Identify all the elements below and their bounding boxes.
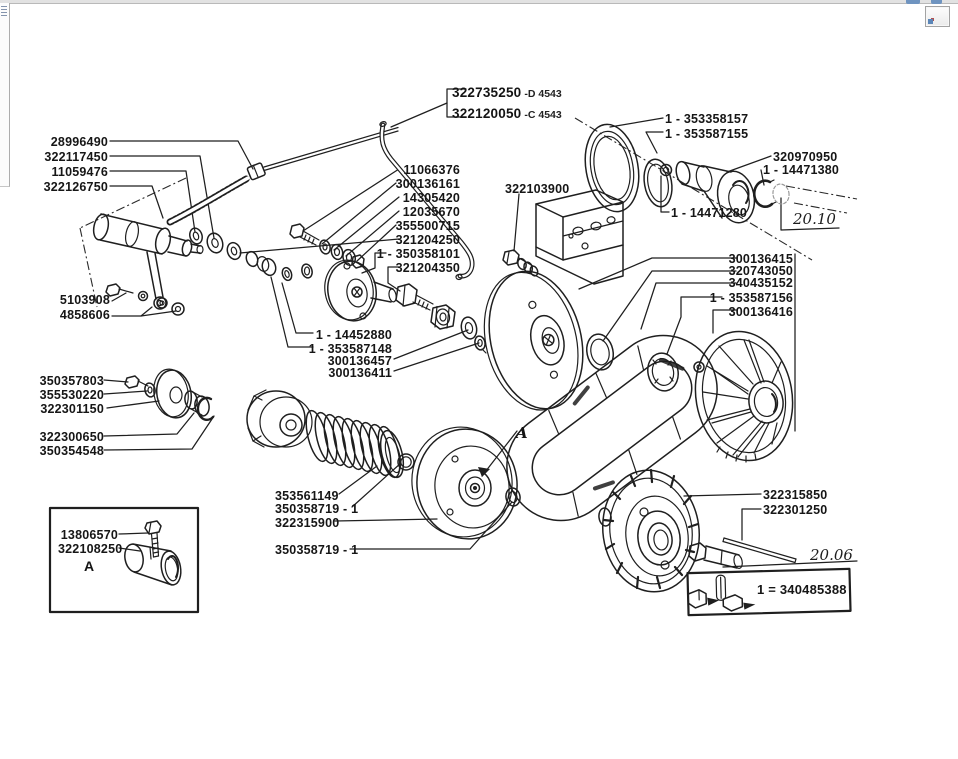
fan-pulley (685, 324, 802, 469)
part-number-label: 350358719 - 1 (275, 543, 359, 557)
part-number-label: 322120050 (452, 106, 522, 121)
toolbar-bottom-edge (0, 0, 958, 4)
part-number-label: 322126750 (43, 180, 108, 194)
part-number-label: 300136415 (728, 252, 793, 266)
placeholder-corner-glyph (928, 19, 933, 24)
part-number-label: 1 - 353587156 (709, 291, 793, 305)
bearing-ring (644, 350, 681, 393)
part-number-label: 13806570 (60, 528, 118, 542)
part-number-label: 14305420 (402, 191, 460, 205)
part-number-label: 355530220 (39, 388, 104, 402)
toolbar-icon-fragment (931, 0, 942, 4)
part-number-label: 300136416 (728, 305, 793, 319)
small-parts-left (125, 366, 213, 420)
spring-guide-cup (247, 390, 312, 447)
lever-small-parts (106, 284, 184, 315)
inset-letter: A (84, 558, 95, 574)
variant-suffix: -D 4543 (524, 88, 562, 100)
part-number-label: 1 - 350358101 (376, 247, 460, 261)
part-number-label: 322108250 (58, 542, 123, 556)
page-reference: 20.10 (793, 210, 836, 228)
leader-lines (104, 89, 857, 567)
part-number-label: 5103908 (59, 293, 110, 307)
part-number-label: 322300650 (39, 430, 104, 444)
part-number-label: 321204350 (395, 261, 460, 275)
part-number-label: 320970950 (773, 150, 838, 164)
variant-row (452, 84, 562, 102)
part-number-label: 322735250 (452, 85, 522, 100)
part-number-label: 322315850 (763, 488, 828, 502)
part-number-label: 322117450 (44, 150, 108, 164)
part-number-label: 350357803 (39, 374, 104, 388)
part-number-label: 1 - 353358157 (665, 112, 749, 126)
part-number-label: 321204250 (395, 233, 460, 247)
part-number-label: 1 - 14471280 (671, 206, 748, 220)
part-number-label: 12035670 (402, 205, 460, 219)
part-number-label: 353561149 (275, 489, 339, 503)
part-number-label: 28996490 (50, 135, 108, 149)
engine-block (536, 190, 623, 284)
part-number-label: 322315900 (275, 516, 340, 530)
variant-suffix: -C 4543 (524, 109, 562, 121)
part-number-label: 355500715 (395, 219, 460, 233)
part-number-label: 340435152 (728, 276, 793, 290)
part-number-label: 1 - 353587148 (308, 342, 392, 356)
part-number-label: 300136457 (327, 354, 392, 368)
toolbar-icon-fragment (906, 0, 920, 4)
seal-ring (584, 332, 617, 373)
part-number-label: 1 - 14471380 (763, 163, 840, 177)
part-number-label: 322301250 (763, 503, 828, 517)
part-number-label: 1 - 353587155 (665, 127, 749, 141)
part-number-label: 300136161 (395, 177, 460, 191)
page-reference: 20.06 (810, 546, 853, 564)
side-panel-edge (0, 3, 10, 187)
part-number-label: 350354548 (39, 444, 104, 458)
part-number-label: 322301150 (40, 402, 104, 416)
part-number-label: 350358719 - 1 (275, 502, 359, 516)
part-number-label: 4858606 (59, 308, 110, 322)
part-number-label: 11059476 (51, 165, 108, 179)
part-number-label: 300136411 (328, 366, 392, 380)
inset-box (50, 508, 198, 612)
variant-row (452, 105, 562, 123)
part-number-label: 322103900 (505, 182, 570, 196)
legend-text: 1 = 340485388 (757, 582, 847, 597)
clutch-spring (302, 409, 414, 480)
grip-lines-icon (1, 6, 7, 16)
center-letter: A (516, 424, 528, 442)
part-number-label: 1 - 14452880 (315, 328, 392, 342)
part-number-label: 11066376 (403, 163, 460, 177)
part-number-label: 320743050 (728, 264, 793, 278)
image-placeholder-icon (925, 6, 950, 27)
movable-pulley-half (405, 421, 524, 546)
drive-face-disc (471, 261, 597, 420)
